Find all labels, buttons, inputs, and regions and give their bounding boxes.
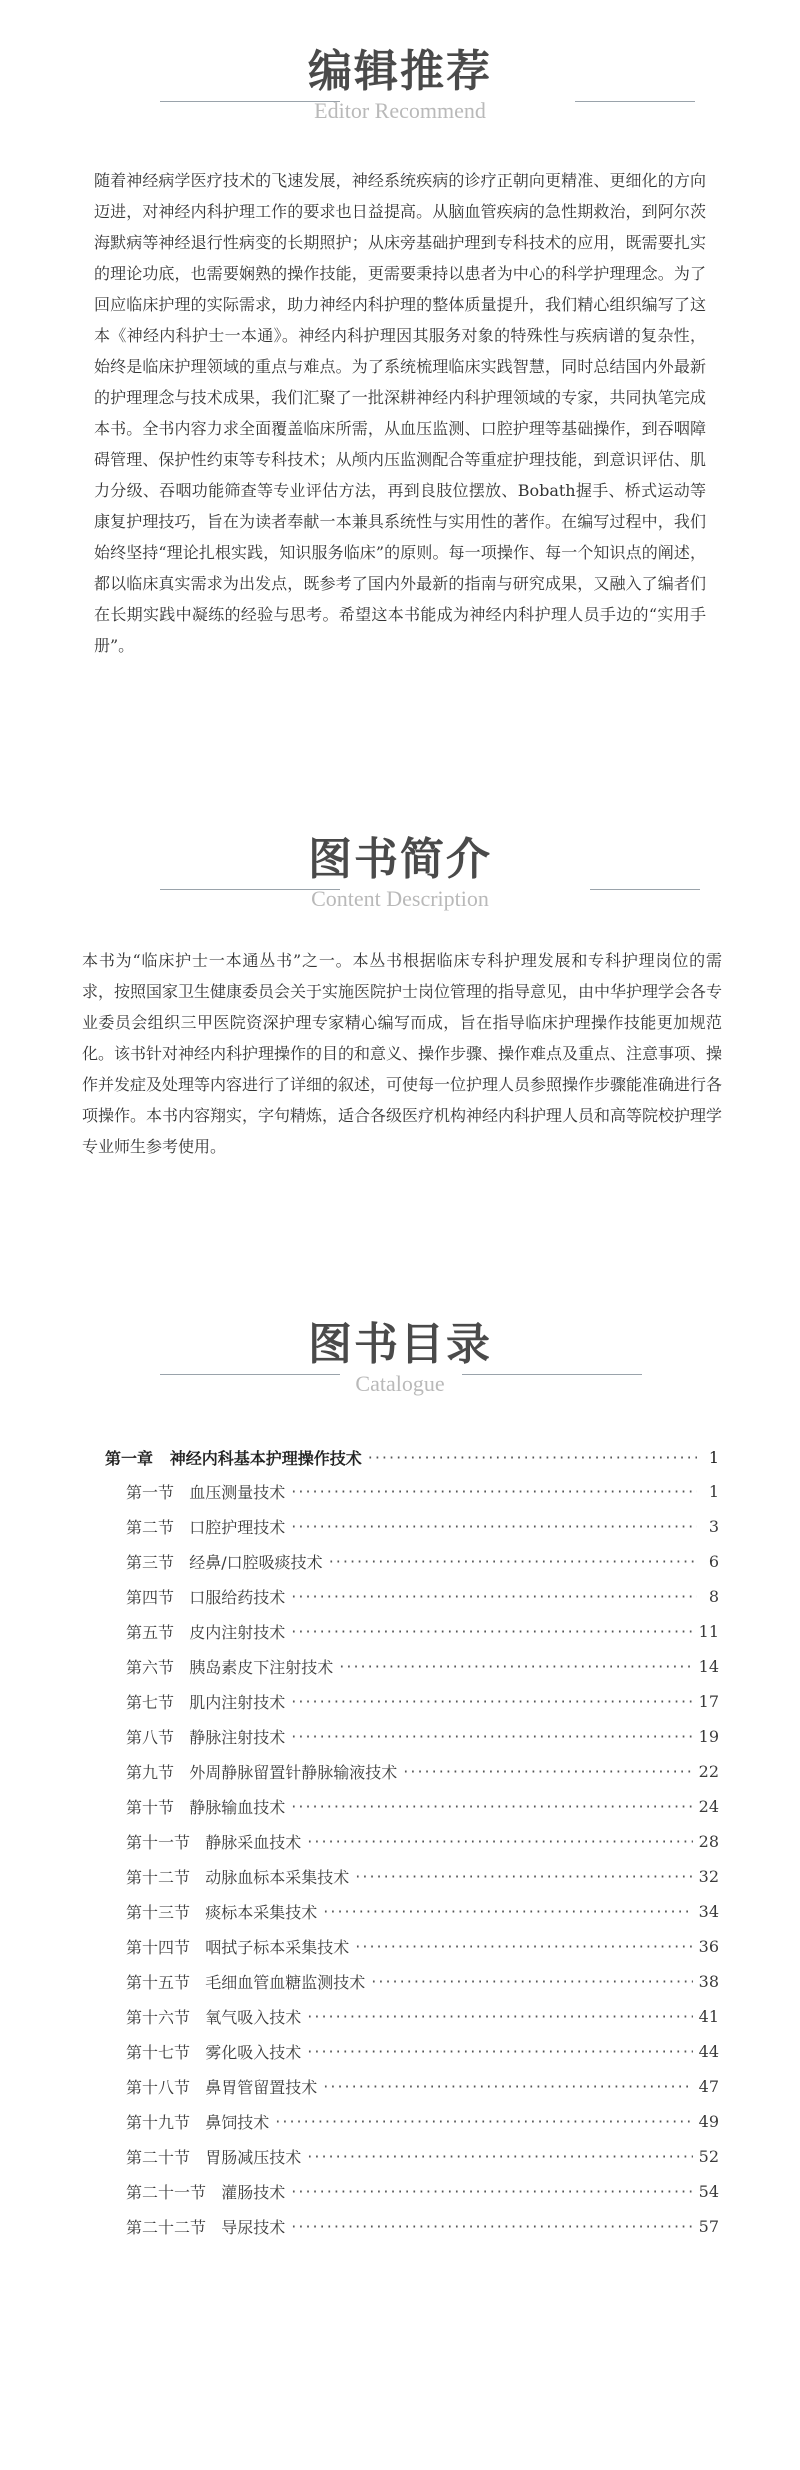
toc-section-number: 第十五节: [126, 1973, 191, 1992]
toc-section-row[interactable]: [105, 2139, 719, 2174]
toc-section-row[interactable]: [105, 1649, 719, 1684]
toc-section-title: 皮内注射技术: [189, 1623, 286, 1642]
toc-section-title: 静脉注射技术: [189, 1728, 286, 1747]
toc-page-number: 1: [708, 1482, 719, 1501]
toc-section-title: 鼻胃管留置技术: [205, 2078, 318, 2097]
toc-spacer: [190, 1972, 205, 1991]
toc-spacer: [206, 2217, 221, 2236]
toc-section-number: 第十一节: [126, 1833, 191, 1852]
toc-page-number: 47: [698, 2077, 719, 2096]
toc-chapter-title: 神经内科基本护理操作技术: [169, 1448, 362, 1468]
toc-section-title: 动脉血标本采集技术: [205, 1868, 350, 1887]
toc-spacer: [190, 1937, 205, 1956]
toc-section-title: 口腔护理技术: [189, 1518, 286, 1537]
toc-section-number: 第二节: [126, 1518, 175, 1537]
toc-section-row[interactable]: [105, 1719, 719, 1754]
toc-section-number: 第二十节: [126, 2148, 191, 2167]
toc-section-number: 第四节: [126, 1588, 175, 1607]
toc-section-number: 第十四节: [126, 1938, 191, 1957]
toc-chapter-number: 第一章: [105, 1448, 154, 1468]
toc-spacer: [174, 1552, 189, 1571]
toc-page-number: 28: [698, 1832, 719, 1851]
toc-section-title: 痰标本采集技术: [205, 1903, 318, 1922]
toc-section-title: 静脉输血技术: [189, 1798, 286, 1817]
toc-section-title: 静脉采血技术: [205, 1833, 302, 1852]
toc-spacer: [206, 2182, 221, 2201]
toc-section-row[interactable]: [105, 1964, 719, 1999]
toc-page-number: 34: [698, 1902, 719, 1921]
toc-section-title: 氧气吸入技术: [205, 2008, 302, 2027]
toc-section-number: 第十节: [126, 1798, 175, 1817]
content-description-subtitle: Content Description: [311, 886, 489, 911]
toc-page-number: 38: [698, 1972, 719, 1991]
catalogue-header: [0, 1315, 800, 1435]
toc-page-number: 49: [698, 2112, 719, 2131]
toc-section-title: 肌内注射技术: [189, 1693, 286, 1712]
toc-section-number: 第五节: [126, 1623, 175, 1642]
toc-section-title: 毛细血管血糖监测技术: [205, 1973, 366, 1992]
toc-leader-dots: [355, 1937, 692, 1956]
toc-page-number: 19: [698, 1727, 719, 1746]
table-of-contents: [105, 1440, 719, 2244]
toc-section-title: 胃肠减压技术: [205, 2148, 302, 2167]
editor-recommend-subtitle: Editor Recommend: [314, 98, 486, 123]
toc-leader-dots: [291, 2182, 692, 2201]
toc-page-number: 22: [698, 1762, 719, 1781]
toc-leader-dots: [291, 1517, 697, 1536]
toc-section-number: 第十九节: [126, 2113, 191, 2132]
toc-page-number: 11: [698, 1622, 719, 1641]
toc-section-list: [105, 1474, 719, 2244]
toc-spacer: [174, 1587, 189, 1606]
toc-section-number: 第三节: [126, 1553, 175, 1572]
content-description-title: 图书简介: [308, 834, 492, 885]
editor-recommend-title: 编辑推荐: [308, 46, 492, 97]
toc-section-number: 第十三节: [126, 1903, 191, 1922]
toc-leader-dots: [355, 1867, 692, 1886]
toc-section-row[interactable]: [105, 2034, 719, 2069]
toc-section-row[interactable]: [105, 1999, 719, 2034]
toc-section-row[interactable]: [105, 1824, 719, 1859]
toc-section-title: 咽拭子标本采集技术: [205, 1938, 350, 1957]
toc-section-title: 雾化吸入技术: [205, 2043, 302, 2062]
toc-page-number: 57: [698, 2217, 719, 2236]
toc-page-number: 17: [698, 1692, 719, 1711]
toc-spacer: [190, 1902, 205, 1921]
toc-spacer: [174, 1797, 189, 1816]
toc-leader-dots: [339, 1657, 692, 1676]
toc-section-row[interactable]: [105, 1894, 719, 1929]
toc-leader-dots: [291, 1797, 692, 1816]
content-description-text: 本书为“临床护士一本通丛书”之一。本丛书根据临床专科护理发展和专科护理岗位的需求，按照国家卫生健康委员会关于实施医院护士岗位管理的指导意见，由中华护理学会各专业委员会组织三甲医院资深护理专家精心编写而成，旨在指导临床护理操作技能更加规范化。该书针对神经内科护理操作的目的和意义、操作步骤、操作难点及重点、注意事项、操作并发症及处理等内容进行了详细的叙述，可使每一位护理人员参照操作步骤能准确进行各项操作。本书内容翔实，字句精炼，适合各级医疗机构神经内科护理人员和高等院校护理学专业师生参考使用。: [82, 951, 723, 1156]
toc-section-title: 口服给药技术: [189, 1588, 286, 1607]
toc-section-title: 鼻饲技术: [205, 2113, 270, 2132]
toc-section-number: 第一节: [126, 1483, 175, 1502]
toc-section-number: 第二十二节: [126, 2218, 207, 2237]
toc-spacer: [190, 2007, 205, 2026]
toc-section-number: 第六节: [126, 1658, 175, 1677]
toc-leader-dots: [371, 1972, 692, 1991]
toc-spacer: [190, 2112, 205, 2131]
toc-section-row[interactable]: [105, 2104, 719, 2139]
toc-section-row[interactable]: [105, 1544, 719, 1579]
toc-page-number: 44: [698, 2042, 719, 2061]
toc-section-title: 灌肠技术: [221, 2183, 286, 2202]
toc-section-title: 外周静脉留置针静脉输液技术: [189, 1763, 398, 1782]
content-description-header: [0, 830, 800, 950]
toc-leader-dots: [307, 2007, 692, 2026]
toc-page-number: 3: [708, 1517, 719, 1536]
toc-page-number: 1: [708, 1447, 719, 1467]
toc-leader-dots: [291, 1622, 692, 1641]
toc-section-row[interactable]: [105, 2069, 719, 2104]
toc-section-title: 经鼻/口腔吸痰技术: [189, 1553, 323, 1572]
toc-section-row[interactable]: [105, 1754, 719, 1789]
toc-leader-dots: [291, 1482, 697, 1501]
catalogue-title: 图书目录: [308, 1319, 492, 1370]
toc-leader-dots: [329, 1552, 697, 1571]
toc-leader-dots: [291, 1692, 692, 1711]
toc-page-number: 8: [708, 1587, 719, 1606]
toc-spacer: [190, 1832, 205, 1851]
toc-spacer: [174, 1517, 189, 1536]
toc-spacer: [190, 2042, 205, 2061]
toc-leader-dots: [291, 2217, 692, 2236]
editor-recommend-text: 随着神经病学医疗技术的飞速发展，神经系统疾病的诊疗正朝向更精准、更细化的方向迈进，对神经内科护理工作的要求也日益提高。从脑血管疾病的急性期救治，到阿尔茨海默病等神经退行性病变的长期照护；从床旁基础护理到专科技术的应用，既需要扎实的理论功底，也需要娴熟的操作技能，更需要秉持以患者为中心的科学护理理念。为了回应临床护理的实际需求，助力神经内科护理的整体质量提升，我们精心组织编写了这本《神经内科护士一本通》。神经内科护理因其服务对象的特殊性与疾病谱的复杂性，始终是临床护理领域的重点与难点。为了系统梳理临床实践智慧，同时总结国内外最新的护理理念与技术成果，我们汇聚了一批深耕神经内科护理领域的专家，共同执笔完成本书。全书内容力求全面覆盖临床所需，从血压监测、口腔护理等基础操作，到吞咽障碍管理、保护性约束等专科技术；从颅内压监测配合等重症护理技能，到意识评估、肌力分级、吞咽功能筛查等专业评估方法，再到良肢位摆放、Bobath握手、桥式运动等康复护理技巧，旨在为读者奉献一本兼具系统性与实用性的著作。在编写过程中，我们始终坚持“理论扎根实践，知识服务临床”的原则。每一项操作、每一个知识点的阐述，都以临床真实需求为出发点，既参考了国内外最新的指南与研究成果，又融入了编者们在长期实践中凝练的经验与思考。希望这本书能成为神经内科护理人员手边的“实用手册”。: [94, 171, 706, 655]
toc-page-number: 54: [698, 2182, 719, 2201]
toc-leader-dots: [275, 2112, 692, 2131]
toc-section-number: 第十八节: [126, 2078, 191, 2097]
toc-section-title: 血压测量技术: [189, 1483, 286, 1502]
toc-section-number: 第七节: [126, 1693, 175, 1712]
toc-section-row[interactable]: [105, 1789, 719, 1824]
toc-page-number: 32: [698, 1867, 719, 1886]
toc-spacer: [190, 1867, 205, 1886]
toc-section-row[interactable]: [105, 2209, 719, 2244]
toc-spacer: [174, 1692, 189, 1711]
toc-spacer: [153, 1448, 170, 1467]
catalogue-subtitle: Catalogue: [355, 1371, 445, 1396]
toc-section-number: 第十二节: [126, 1868, 191, 1887]
toc-page-number: 41: [698, 2007, 719, 2026]
toc-leader-dots: [307, 2042, 692, 2061]
editor-recommend-header: [0, 42, 800, 162]
toc-spacer: [174, 1727, 189, 1746]
toc-section-number: 第十六节: [126, 2008, 191, 2027]
toc-section-title: 导尿技术: [221, 2218, 286, 2237]
toc-spacer: [174, 1657, 189, 1676]
toc-page-number: 14: [698, 1657, 719, 1676]
toc-section-row[interactable]: [105, 1859, 719, 1894]
toc-leader-dots: [291, 1587, 697, 1606]
toc-leader-dots: [368, 1448, 697, 1467]
toc-leader-dots: [403, 1762, 692, 1781]
toc-spacer: [174, 1622, 189, 1641]
toc-leader-dots: [323, 2077, 692, 2096]
toc-spacer: [174, 1762, 189, 1781]
toc-leader-dots: [323, 1902, 692, 1921]
toc-section-number: 第十七节: [126, 2043, 191, 2062]
toc-leader-dots: [307, 1832, 692, 1851]
toc-section-row[interactable]: [105, 1684, 719, 1719]
toc-section-number: 第八节: [126, 1728, 175, 1747]
toc-section-number: 第九节: [126, 1763, 175, 1782]
toc-section-row[interactable]: [105, 1929, 719, 1964]
toc-page-number: 36: [698, 1937, 719, 1956]
toc-page-number: 6: [708, 1552, 719, 1571]
toc-section-number: 第二十一节: [126, 2183, 207, 2202]
toc-leader-dots: [307, 2147, 692, 2166]
toc-section-row[interactable]: [105, 1614, 719, 1649]
toc-page-number: 24: [698, 1797, 719, 1816]
toc-chapter-row[interactable]: [105, 1440, 719, 1474]
toc-spacer: [190, 2147, 205, 2166]
toc-section-title: 胰岛素皮下注射技术: [189, 1658, 334, 1677]
toc-section-row[interactable]: [105, 1509, 719, 1544]
toc-spacer: [174, 1482, 189, 1501]
toc-page-number: 52: [698, 2147, 719, 2166]
toc-spacer: [190, 2077, 205, 2096]
toc-section-row[interactable]: [105, 1474, 719, 1509]
toc-section-row[interactable]: [105, 2174, 719, 2209]
toc-leader-dots: [291, 1727, 692, 1746]
toc-section-row[interactable]: [105, 1579, 719, 1614]
